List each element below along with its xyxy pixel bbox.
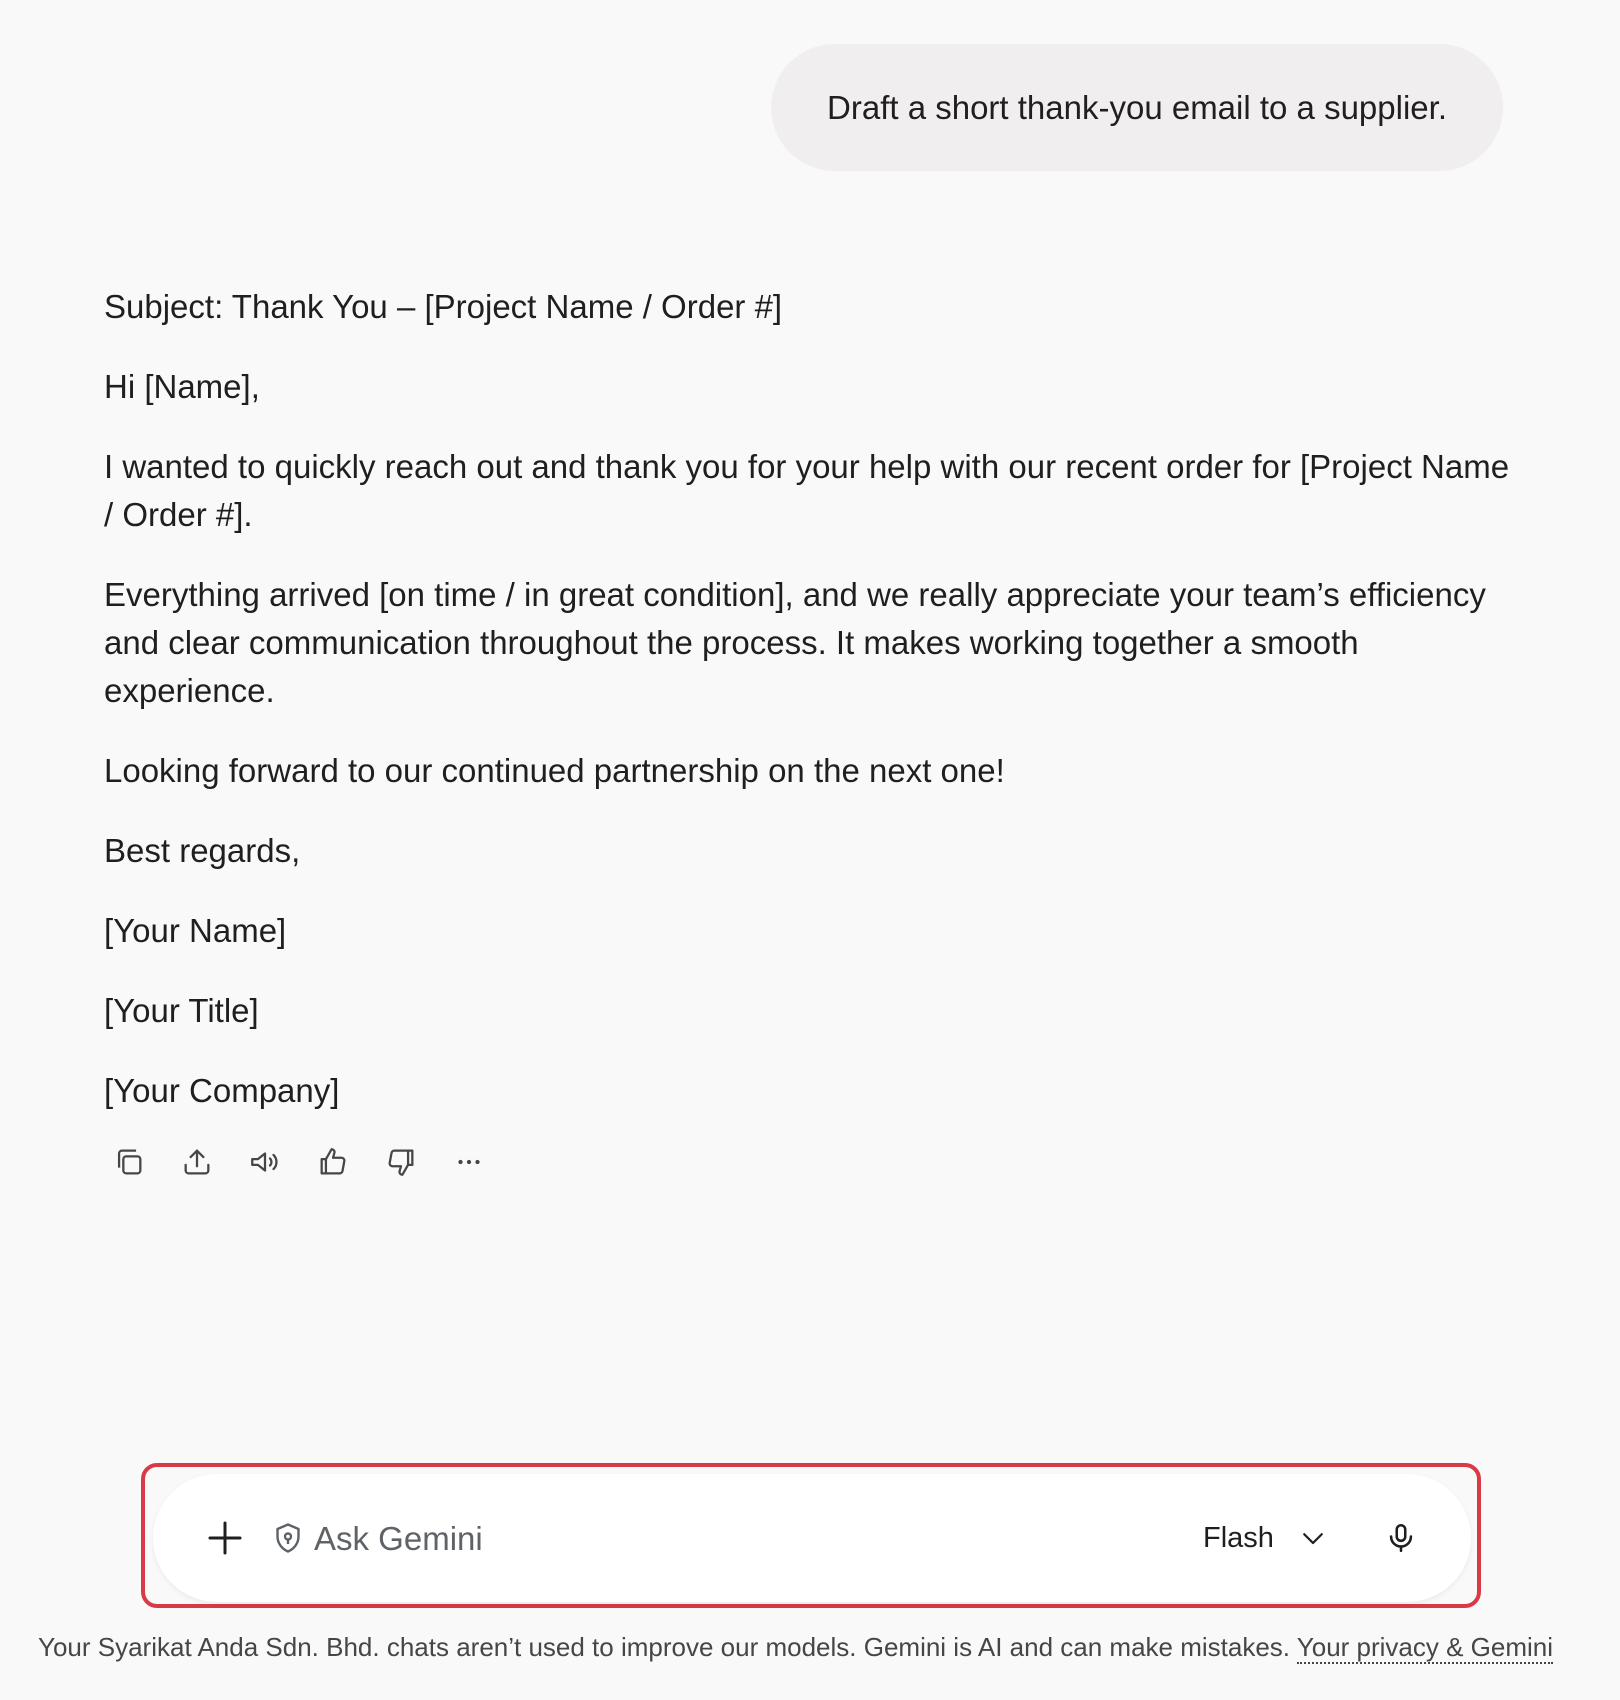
model-selector[interactable]: [1203, 1508, 1328, 1568]
listen-button[interactable]: [242, 1139, 288, 1185]
microphone-icon: [1384, 1521, 1418, 1555]
assistant-response: [104, 283, 1524, 1147]
prompt-input[interactable]: [312, 1508, 1116, 1570]
footer-disclaimer: [38, 1632, 1598, 1663]
email-subject: Subject: Thank You – [Project Name / Order #]: [104, 288, 783, 325]
email-closing: Best regards,: [104, 832, 301, 869]
copy-icon: [112, 1145, 146, 1179]
model-label: Flash: [1203, 1521, 1274, 1554]
good-response-button[interactable]: [310, 1139, 356, 1185]
listen-icon: [248, 1145, 282, 1179]
chevron-down-icon: [1298, 1523, 1328, 1553]
disclaimer-text: Your Syarikat Anda Sdn. Bhd. chats aren’t used to improve our models. Gemini is AI and can make mistakes.: [38, 1632, 1291, 1662]
email-greeting: Hi [Name],: [104, 368, 260, 405]
prompt-input-box[interactable]: [153, 1474, 1471, 1602]
microphone-button[interactable]: [1377, 1514, 1425, 1562]
user-message-bubble: [771, 44, 1503, 171]
more-icon: [452, 1145, 486, 1179]
copy-button[interactable]: [106, 1139, 152, 1185]
bad-response-button[interactable]: [378, 1139, 424, 1185]
email-paragraph: Everything arrived [on time / in great condition], and we really appreciate your team’s efficiency and clear communication throughout the process. It makes working together a smooth experience.: [104, 576, 1486, 709]
shield-icon: [270, 1520, 306, 1556]
thumbs-up-icon: [316, 1145, 350, 1179]
plus-icon: [205, 1518, 245, 1558]
thumbs-down-icon: [384, 1145, 418, 1179]
email-signature-name: [Your Name]: [104, 912, 287, 949]
email-signature-company: [Your Company]: [104, 1072, 340, 1109]
privacy-link[interactable]: Your privacy & Gemini: [1296, 1632, 1554, 1662]
email-paragraph: I wanted to quickly reach out and thank you for your help with our recent order for [Project Name / Order #].: [104, 448, 1510, 533]
response-actions: [106, 1139, 514, 1185]
email-paragraph: Looking forward to our continued partnership on the next one!: [104, 752, 1005, 789]
add-attachment-button[interactable]: [201, 1514, 249, 1562]
email-signature-title: [Your Title]: [104, 992, 259, 1029]
user-message-text: Draft a short thank-you email to a supplier.: [827, 88, 1447, 126]
more-options-button[interactable]: [446, 1139, 492, 1185]
share-icon: [180, 1145, 214, 1179]
share-button[interactable]: [174, 1139, 220, 1185]
